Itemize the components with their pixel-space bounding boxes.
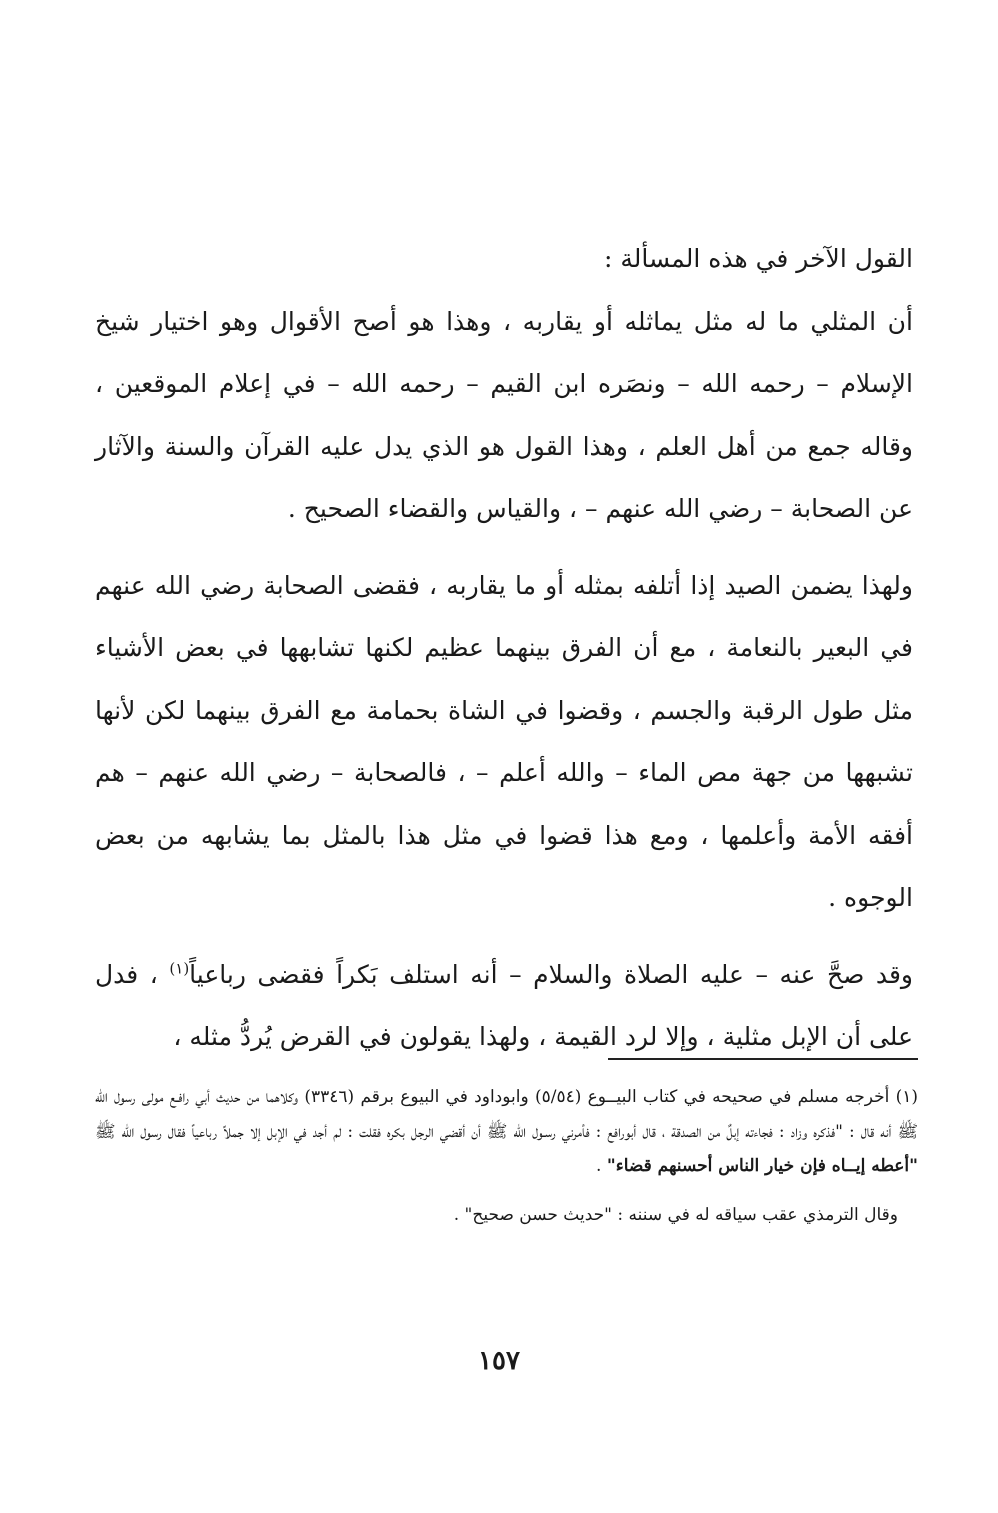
footnote-1-end: . — [596, 1156, 607, 1176]
main-text — [95, 228, 913, 1069]
section-heading: القول الآخر في هذه المسألة : — [603, 244, 913, 273]
footnote-1-text: (١) أخرجه مسلم في صحيحه في كتاب البيــوع (٥/٥٤) وابوداود في البيوع برقم (٣٣٤٦) وكلاهما من حديث أبي رافـع مولى رسول الله ﷺ أنه قال : "فذكره وزاد : فجاءته إبلٌ من الصدقة ، قال أبورافع : فأمرني رسـول الله ﷺ أن أقضي الرجل بكره فقلت : لم أجد في الإبل إلا جملاً رباعياً فقال رسول الله ﷺ — [95, 1087, 918, 1142]
paragraph-2: ولهذا يضمن الصيد إذا أتلفه بمثله أو ما يقاربه ، فقضى الصحابة رضي الله عنهم في البعير بالنعامة ، مع أن الفرق بينهما عظيم لكنها تشابهها في بعض الأشياء مثل طول الرقبة والجسم ، وقضوا في الشاة بحمامة مع الفرق بينهما لكن لأنها تشبهها من جهة مص الماء – والله أعلم – ، فالصحابة – رضي الله عنهم – هم أفقه الأمة وأعلمها ، ومع هذا قضوا في مثل هذا بالمثل بما يشابهه من بعض الوجوه . — [95, 570, 913, 912]
footnote-1-hadith-quote: "أعطه إيــاه فإن خيار الناس أحسنهم قضاء" — [606, 1156, 918, 1176]
page-number: ١٥٧ — [478, 1346, 520, 1376]
footnote-reference[interactable]: (١) — [169, 959, 190, 978]
paragraph-3-text-a: وقد صحَّ عنه – عليه الصلاة والسلام – أنه استلف بَكراً فقضى رباعياً — [189, 959, 913, 989]
footnote-2: وقال الترمذي عقب سياقه له في سننه : "حديث حسن صحيح" . — [453, 1204, 898, 1225]
footnotes — [95, 1080, 918, 1232]
footnote-1 — [95, 1080, 918, 1184]
footnote-separator — [608, 1058, 918, 1060]
paragraph-1: أن المثلي ما له مثل يماثله أو يقاربه ، وهذا هو أصح الأقوال وهو اختيار شيخ الإسلام – رحمه الله – ونصَره ابن القيم – رحمه الله – في إعلام الموقعين ، وقاله جمع من أهل العلم ، وهذا القول هو الذي يدل عليه القرآن والسنة والآثار عن الصحابة – رضي الله عنهم – ، والقياس والقضاء الصحيح . — [95, 306, 913, 523]
paragraph-3-text-b: ، فدل على أن الإبل مثلية ، وإلا لرد القيمة ، ولهذا يقولون في القرض يُردُّ مثله ، — [95, 959, 913, 1051]
paragraph-3 — [95, 944, 913, 1069]
